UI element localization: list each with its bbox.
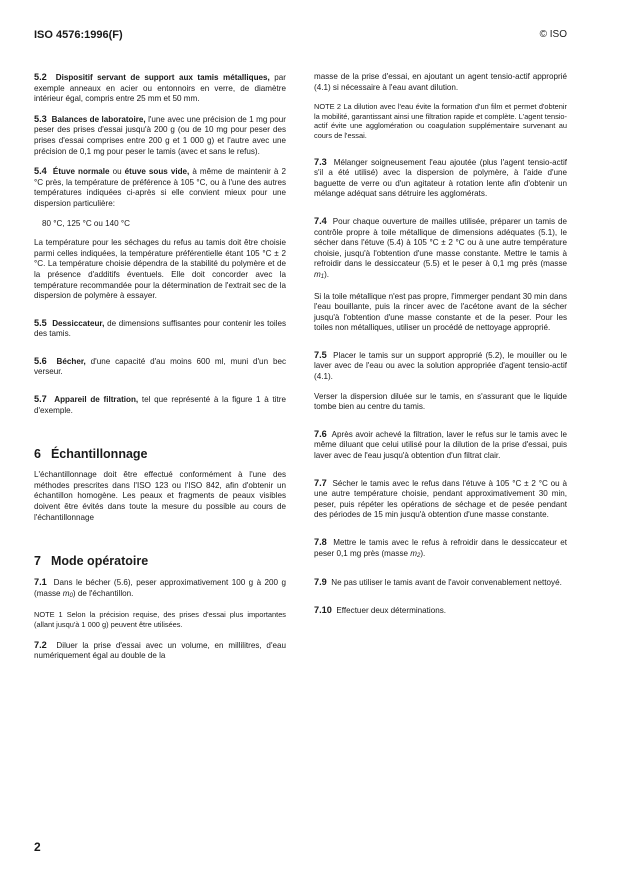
mass-symbol: m — [410, 548, 418, 558]
clause-5-3 — [34, 114, 286, 157]
clause-text: l'une avec une précision de 1 mg pour peser des prises d'essai jusqu'à 200 g (ou de 10 mg pour peser des prises d'essai comprises entre 200 g et 1 000 g) et l'autre avec une précision de 0,1 mg pour peser le tamis (avec et sans le refus). — [34, 114, 286, 156]
clause-text: Dans le bécher (5.6), peser approximativement 100 g à 200 g (masse — [34, 578, 286, 598]
clause-text: Mélanger soigneusement l'eau ajoutée (plus l'agent tensio-actif s'il a été utilisé) avec la dispersion de polymère, à l'aide d'une baguette de verre ou d'un agitateur à rotation lente afin d'obtenir un mélange adéquat sans détruire les agglomérats. — [314, 157, 568, 199]
clause-5-6 — [34, 356, 286, 378]
clause-5-5 — [34, 318, 286, 340]
clause-text: Pour chaque ouverture de mailles utilisée, préparer un tamis de contrôle propre à toile métallique de dimensions adéquates (5.1), le sécher dans l'étuve (5.4) à 105 °C ± 2 °C ou à une autre température choisie, jusqu'à l'obtention d'une masse constante. Mettre le tamis à refroidir dans le dessiccateur (5.5) et le peser à 0,1 mg près (masse — [314, 216, 567, 269]
clause-text: Après avoir achevé la filtration, laver le refus sur le tamis avec le même diluant que celui utilisé pour la dilution de la prise d'essai, puis laver avec de l'eau jusqu'à obtention d'un filtrat clair. — [314, 429, 567, 461]
section-number: 7 — [34, 554, 41, 569]
paragraph: L'échantillonnage doit être effectué conformément à l'une des méthodes prescrites dans l'ISO 123 ou l'ISO 842, afin d'obtenir un échantillon homogène. Les peaux et fragments de peaux visibles doivent être évités dans toute la mesure du possible au cours de l'échantillonnage — [34, 470, 286, 522]
clause-title: Étuve normale — [52, 167, 110, 177]
clause-7-3 — [314, 157, 567, 200]
clause-title: Dispositif servant de support aux tamis métalliques, — [55, 73, 270, 82]
clause-text: Mettre le tamis avec le refus à refroidir dans le dessiccateur et peser 0,1 mg près (masse — [314, 538, 567, 558]
clause-text: par exemple anneaux en acier ou entonnoirs en verre, de diamètre intérieur égal, compris entre 25 mm et 50 mm. — [34, 73, 286, 104]
clause-5-4 — [34, 166, 286, 209]
clause-title: Dessiccateur, — [52, 318, 105, 328]
clause-number: 7.4 — [314, 215, 327, 226]
right-column — [314, 72, 567, 625]
mass-symbol: m — [314, 269, 321, 279]
section-heading-6 — [34, 446, 286, 462]
paragraph: Verser la dispersion diluée sur le tamis, en s'assurant que le liquide tombe bien au centre du tamis. — [314, 391, 567, 412]
clause-7-2 — [34, 640, 286, 662]
clause-number: 7.8 — [314, 537, 327, 547]
clause-text: ). — [420, 548, 426, 558]
left-column — [34, 72, 286, 671]
clause-number: 7.9 — [314, 577, 327, 588]
mass-subscript: 2 — [417, 552, 421, 559]
clause-text: Diluer la prise d'essai avec un volume, en millilitres, d'eau numériquement égal au double de la — [34, 640, 286, 661]
clause-number: 5.2 — [34, 72, 47, 82]
clause-text: ) de l'échantillon. — [72, 588, 134, 598]
clause-7-6 — [314, 429, 567, 462]
clause-text: Sécher le tamis avec le refus dans l'étuve à 105 °C ± 2 °C ou à une autre température choisie, pendant approximativement 30 min, peser, puis répéter les opérations de séchage et de pesée pendant des périodes de 15 min jusqu'à obtention d'une masse constante. — [314, 478, 568, 520]
clause-number: 5.3 — [34, 113, 47, 124]
clause-text: de dimensions suffisantes pour contenir les toiles des tamis. — [34, 318, 286, 339]
clause-number: 7.6 — [314, 428, 327, 439]
clause-title: Appareil de filtration, — [54, 395, 139, 405]
note-1: NOTE 1 Selon la précision requise, des prises d'essai plus importantes (allant jusqu'à 1 000 g) peuvent être utilisées. — [34, 610, 286, 629]
clause-title: étuve sous vide, — [124, 167, 190, 177]
clause-number: 5.4 — [34, 166, 47, 177]
clause-title: Bécher, — [56, 356, 86, 366]
clause-text: ). — [324, 269, 330, 279]
clause-number: 5.7 — [34, 394, 47, 405]
clause-number: 7.1 — [34, 577, 47, 588]
clause-text: ou — [109, 167, 125, 177]
mass-subscript: 0 — [69, 592, 73, 599]
clause-text: Placer le tamis sur un support approprié (5.2), le mouiller ou le laver avec de l'eau ou avec la solution appropriée d'agent tensio-actif (4.1). — [314, 350, 567, 382]
clause-number: 7.2 — [34, 639, 47, 650]
section-heading-7 — [34, 553, 286, 569]
clause-7-9 — [314, 577, 567, 589]
clause-text: Ne pas utiliser le tamis avant de l'avoir convenablement nettoyé. — [331, 578, 562, 588]
temperature-list: 80 °C, 125 °C ou 140 °C — [42, 218, 130, 228]
clause-7-8 — [314, 537, 567, 561]
section-title: Mode opératoire — [50, 554, 149, 569]
clause-number: 5.6 — [34, 355, 47, 366]
clause-5-7 — [34, 394, 286, 416]
clause-7-10 — [314, 605, 567, 617]
section-title: Échantillonnage — [50, 447, 148, 462]
mass-subscript: 1 — [320, 273, 325, 280]
clause-7-1 — [34, 577, 286, 601]
clause-title: Balances de laboratoire, — [51, 114, 146, 124]
mass-symbol: m — [62, 588, 70, 598]
clause-5-2 — [34, 72, 286, 105]
clause-number: 7.5 — [314, 349, 327, 360]
clause-text: tel que représenté à la figure 1 à titre d'exemple. — [34, 395, 286, 415]
paragraph: Si la toile métallique n'est pas propre, l'immerger pendant 30 min dans l'eau bouillante, puis la rincer avec de l'acétone avant de la sécher jusqu'à l'obtention d'une masse constante et de la peser. Pour les toiles non métalliques, utiliser un procédé de nettoyage approprié. — [314, 291, 567, 333]
paragraph-continued: masse de la prise d'essai, en ajoutant un agent tensio-actif approprié (4.1) si nécessaire à l'eau avant dilution. — [314, 72, 567, 92]
clause-text: d'une capacité d'au moins 600 ml, muni d'un bec verseur. — [34, 356, 286, 377]
copyright-mark: © ISO — [539, 29, 567, 40]
page-number: 2 — [34, 840, 41, 854]
clause-7-5 — [314, 350, 567, 383]
clause-number: 7.3 — [314, 156, 327, 167]
clause-number: 7.7 — [314, 477, 327, 488]
section-number: 6 — [34, 447, 41, 462]
clause-7-4 — [314, 216, 567, 283]
note-2: NOTE 2 La dilution avec l'eau évite la formation d'un film et permet d'obtenir la mobilité, garantissant ainsi une filtration rapide et complète. L'agent tensio-actif évite une agglomération ou coagulation supplémentaire survenant au cours de l'essai. — [314, 102, 567, 140]
clause-7-7 — [314, 478, 567, 521]
standard-number: ISO 4576:1996(F) — [34, 29, 123, 41]
paragraph: La température pour les séchages du refus au tamis doit être choisie parmi celles indiquées, la température préférentielle étant 105 °C ± 2 °C. La température choisie dépendra de la stabilité du polymère et de la présence d'additifs éventuels. Elle doit concorder avec la température recommandée pour la détermination de l'extrait sec de la dispersion de polymère à essayer. — [34, 238, 286, 301]
clause-text: à même de maintenir à 2 °C près, la température de préférence à 105 °C, ou à l'une des autres températures indiquées ci-après si elle convient mieux pour une dispersion particulière: — [34, 167, 286, 208]
clause-text: Effectuer deux déterminations. — [336, 605, 447, 615]
clause-number: 7.10 — [314, 604, 332, 615]
clause-number: 5.5 — [34, 317, 47, 328]
